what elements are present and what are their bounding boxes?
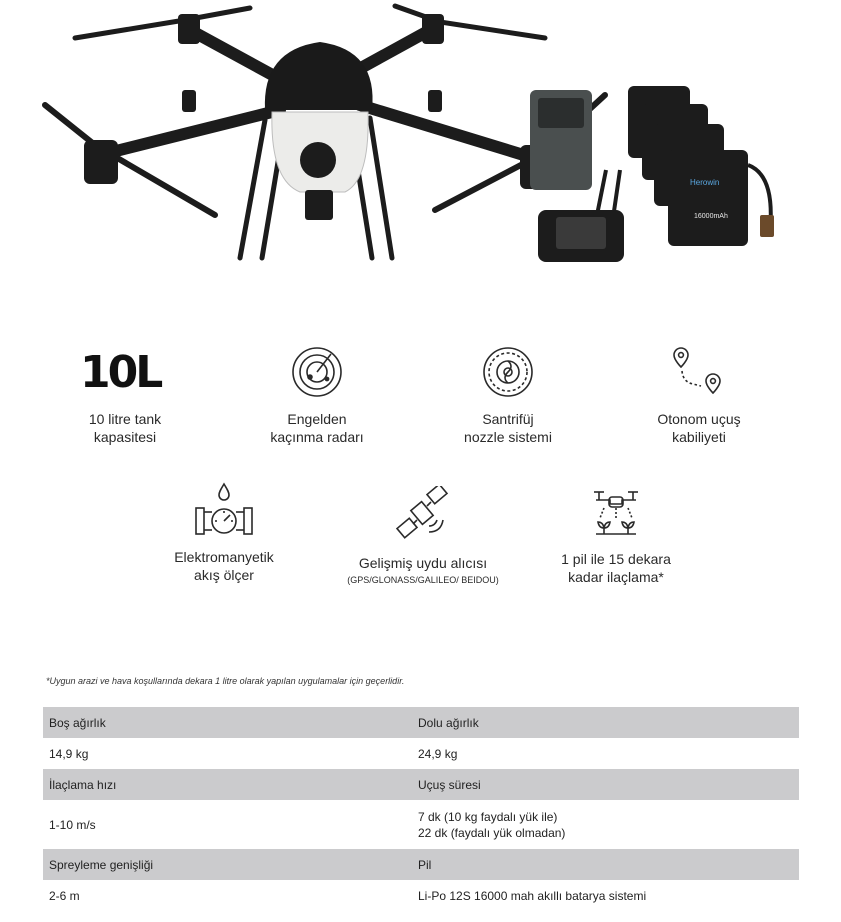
table-row bbox=[43, 880, 799, 911]
value-empty-weight: 14,9 kg bbox=[43, 738, 412, 769]
feature-nozzle-label: Santrifüj nozzle sistemi bbox=[464, 411, 552, 445]
product-photo bbox=[0, 0, 841, 300]
specs-table bbox=[43, 707, 799, 911]
header-flight-time: Uçuş süresi bbox=[412, 769, 799, 800]
centrifugal-nozzle-icon bbox=[480, 344, 536, 400]
table-row bbox=[43, 738, 799, 769]
feature-flowmeter-label: Elektromanyetik akış ölçer bbox=[174, 549, 274, 583]
table-row bbox=[43, 800, 799, 849]
header-empty-weight: Boş ağırlık bbox=[43, 707, 412, 738]
feature-spraying bbox=[536, 488, 696, 586]
feature-radar-label: Engelden kaçınma radarı bbox=[270, 411, 364, 445]
charger bbox=[530, 90, 592, 190]
feature-tank bbox=[45, 410, 205, 446]
table-header-row bbox=[43, 707, 799, 738]
feature-gnss-systems: (GPS/GLONASS/GALILEO/ BEIDOU) bbox=[347, 575, 499, 585]
feature-gnss bbox=[318, 486, 528, 586]
feature-nozzle bbox=[428, 344, 588, 446]
flow-meter-icon bbox=[194, 482, 254, 538]
route-pins-icon bbox=[671, 344, 727, 400]
radar-icon bbox=[289, 344, 345, 400]
feature-autonomous bbox=[619, 344, 779, 446]
drone-canopy bbox=[265, 42, 373, 110]
feature-autonomous-label: Otonom uçuş kabiliyeti bbox=[657, 411, 741, 445]
feature-radar bbox=[237, 344, 397, 446]
header-battery: Pil bbox=[412, 849, 799, 880]
battery-brand: Herowin bbox=[690, 178, 720, 187]
header-full-weight: Dolu ağırlık bbox=[412, 707, 799, 738]
footnote: *Uygun arazi ve hava koşullarında dekara 1 litre olarak yapılan uygulamalar için geçerlidir. bbox=[46, 676, 405, 686]
value-battery: Li-Po 12S 16000 mah akıllı batarya sistemi bbox=[412, 880, 799, 911]
feature-spraying-label: 1 pil ile 15 dekara kadar ilaçlama* bbox=[561, 551, 671, 585]
satellite-icon bbox=[393, 486, 453, 542]
table-header-row bbox=[43, 769, 799, 800]
tank-capacity-value: 10L bbox=[80, 347, 161, 398]
batteries bbox=[628, 86, 774, 246]
header-spray-speed: İlaçlama hızı bbox=[43, 769, 412, 800]
feature-flowmeter bbox=[144, 482, 304, 584]
value-spray-width: 2-6 m bbox=[43, 880, 412, 911]
value-flight-time: 7 dk (10 kg faydalı yük ile) 22 dk (faydalı yük olmadan) bbox=[412, 800, 799, 849]
table-header-row bbox=[43, 849, 799, 880]
spray-drone-icon bbox=[590, 488, 642, 540]
feature-tank-label: 10 litre tank kapasitesi bbox=[88, 411, 162, 445]
battery-capacity: 16000mAh bbox=[694, 213, 728, 220]
feature-gnss-label: Gelişmiş uydu alıcısı bbox=[358, 555, 488, 571]
header-spray-width: Spreyleme genişliği bbox=[43, 849, 412, 880]
value-full-weight: 24,9 kg bbox=[412, 738, 799, 769]
value-spray-speed: 1-10 m/s bbox=[43, 800, 412, 849]
